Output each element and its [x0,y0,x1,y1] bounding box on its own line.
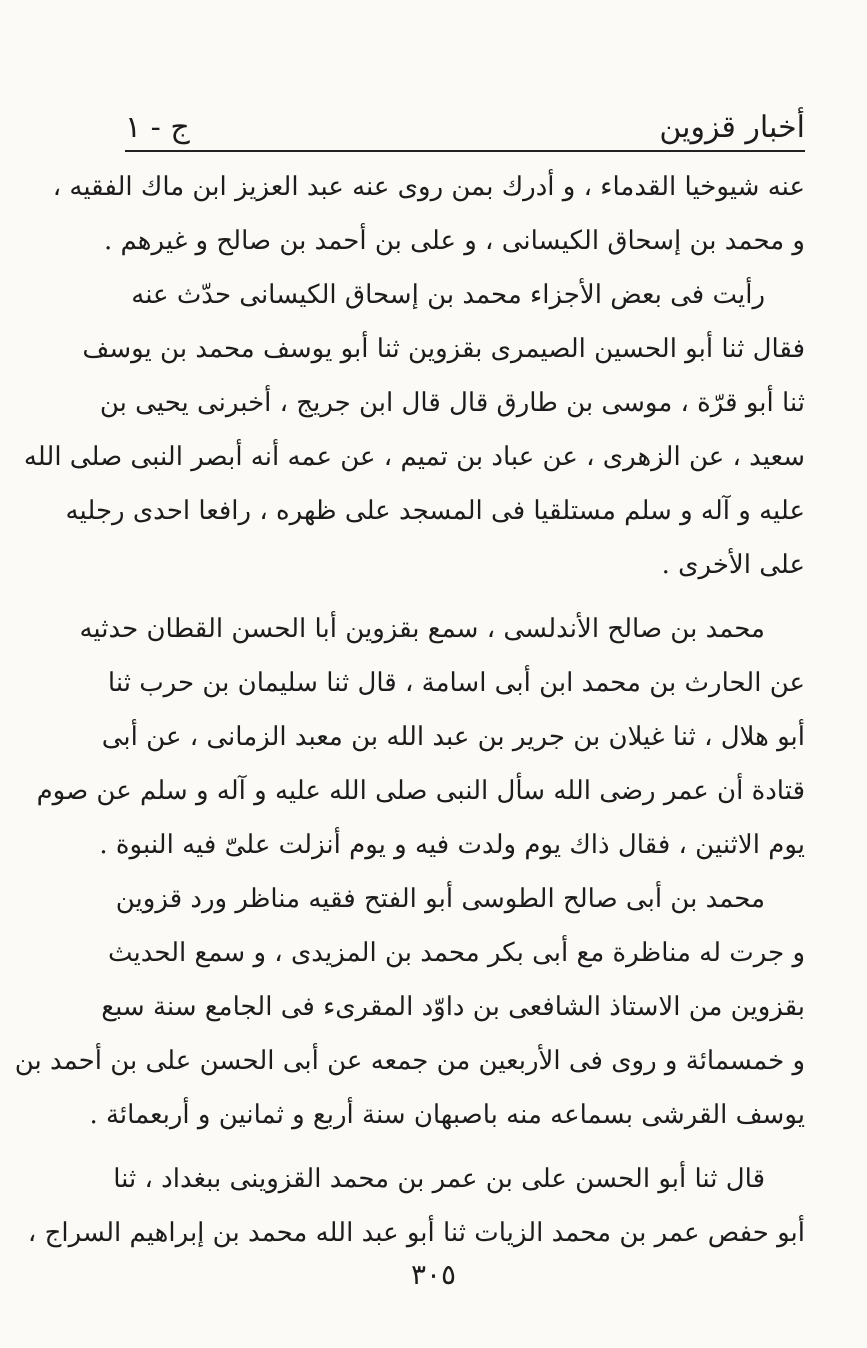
text-body [14,160,805,1260]
text-line: يوسف القرشى بسماعه منه باصبهان سنة أربع و ثمانين و أربعمائة . [89,1100,805,1130]
text-line: ثنا أبو قرّة ، موسى بن طارق قال قال ابن جريج ، أخبرنى يحيى بن [99,388,805,418]
book-title: أخبار قزوين [659,110,805,145]
text-line: أبو هلال ، ثنا غيلان بن جرير بن عبد الله بن معبد الزمانى ، عن أبى [101,722,805,752]
text-line: عنه شيوخيا القدماء ، و أدرك بمن روى عنه عبد العزيز ابن ماك الفقيه ، [52,172,805,202]
text-line: عن الحارث بن محمد ابن أبى اسامة ، قال ثنا سليمان بن حرب ثنا [107,668,805,698]
text-line: و محمد بن إسحاق الكيسانى ، و على بن أحمد بن صالح و غيرهم . [103,226,805,256]
volume-label: ج - ١ [125,110,190,145]
text-line: قال ثنا أبو الحسن على بن عمر بن محمد القزوينى ببغداد ، ثنا [113,1164,765,1194]
text-line: و خمسمائة و روى فى الأربعين من جمعه عن أبى الحسن على بن أحمد بن [14,1046,805,1076]
text-line: أبو حفص عمر بن محمد الزيات ثنا أبو عبد الله محمد بن إبراهيم السراج ، [27,1218,805,1248]
text-line: رأيت فى بعض الأجزاء محمد بن إسحاق الكيسانى حدّث عنه [131,280,765,310]
text-line: محمد بن صالح الأندلسى ، سمع بقزوين أبا الحسن القطان حدثيه [79,614,765,644]
text-line: سعيد ، عن الزهرى ، عن عباد بن تميم ، عن عمه أنه أبصر النبى صلى الله [23,442,805,472]
text-line: يوم الاثنين ، فقال ذاك يوم ولدت فيه و يوم أنزلت علىّ فيه النبوة . [99,830,805,860]
text-line: عليه و آله و سلم مستلقيا فى المسجد على ظهره ، رافعا احدى رجليه [65,496,805,526]
text-line: فقال ثنا أبو الحسين الصيمرى بقزوين ثنا أبو يوسف محمد بن يوسف [82,334,805,364]
page-number: ٣٠٥ [410,1258,457,1291]
text-line: على الأخرى . [661,550,805,580]
running-header [125,95,805,145]
header-rule [125,150,805,152]
text-line: و جرت له مناظرة مع أبى بكر محمد بن المزيدى ، و سمع الحديث [107,938,805,968]
text-line: بقزوين من الاستاذ الشافعى بن داوّد المقرىء فى الجامع سنة سبع [101,992,805,1022]
text-line: قتادة أن عمر رضى الله سأل النبى صلى الله عليه و آله و سلم عن صوم [36,776,805,806]
text-line: محمد بن أبى صالح الطوسى أبو الفتح فقيه مناظر ورد قزوين [115,884,765,914]
